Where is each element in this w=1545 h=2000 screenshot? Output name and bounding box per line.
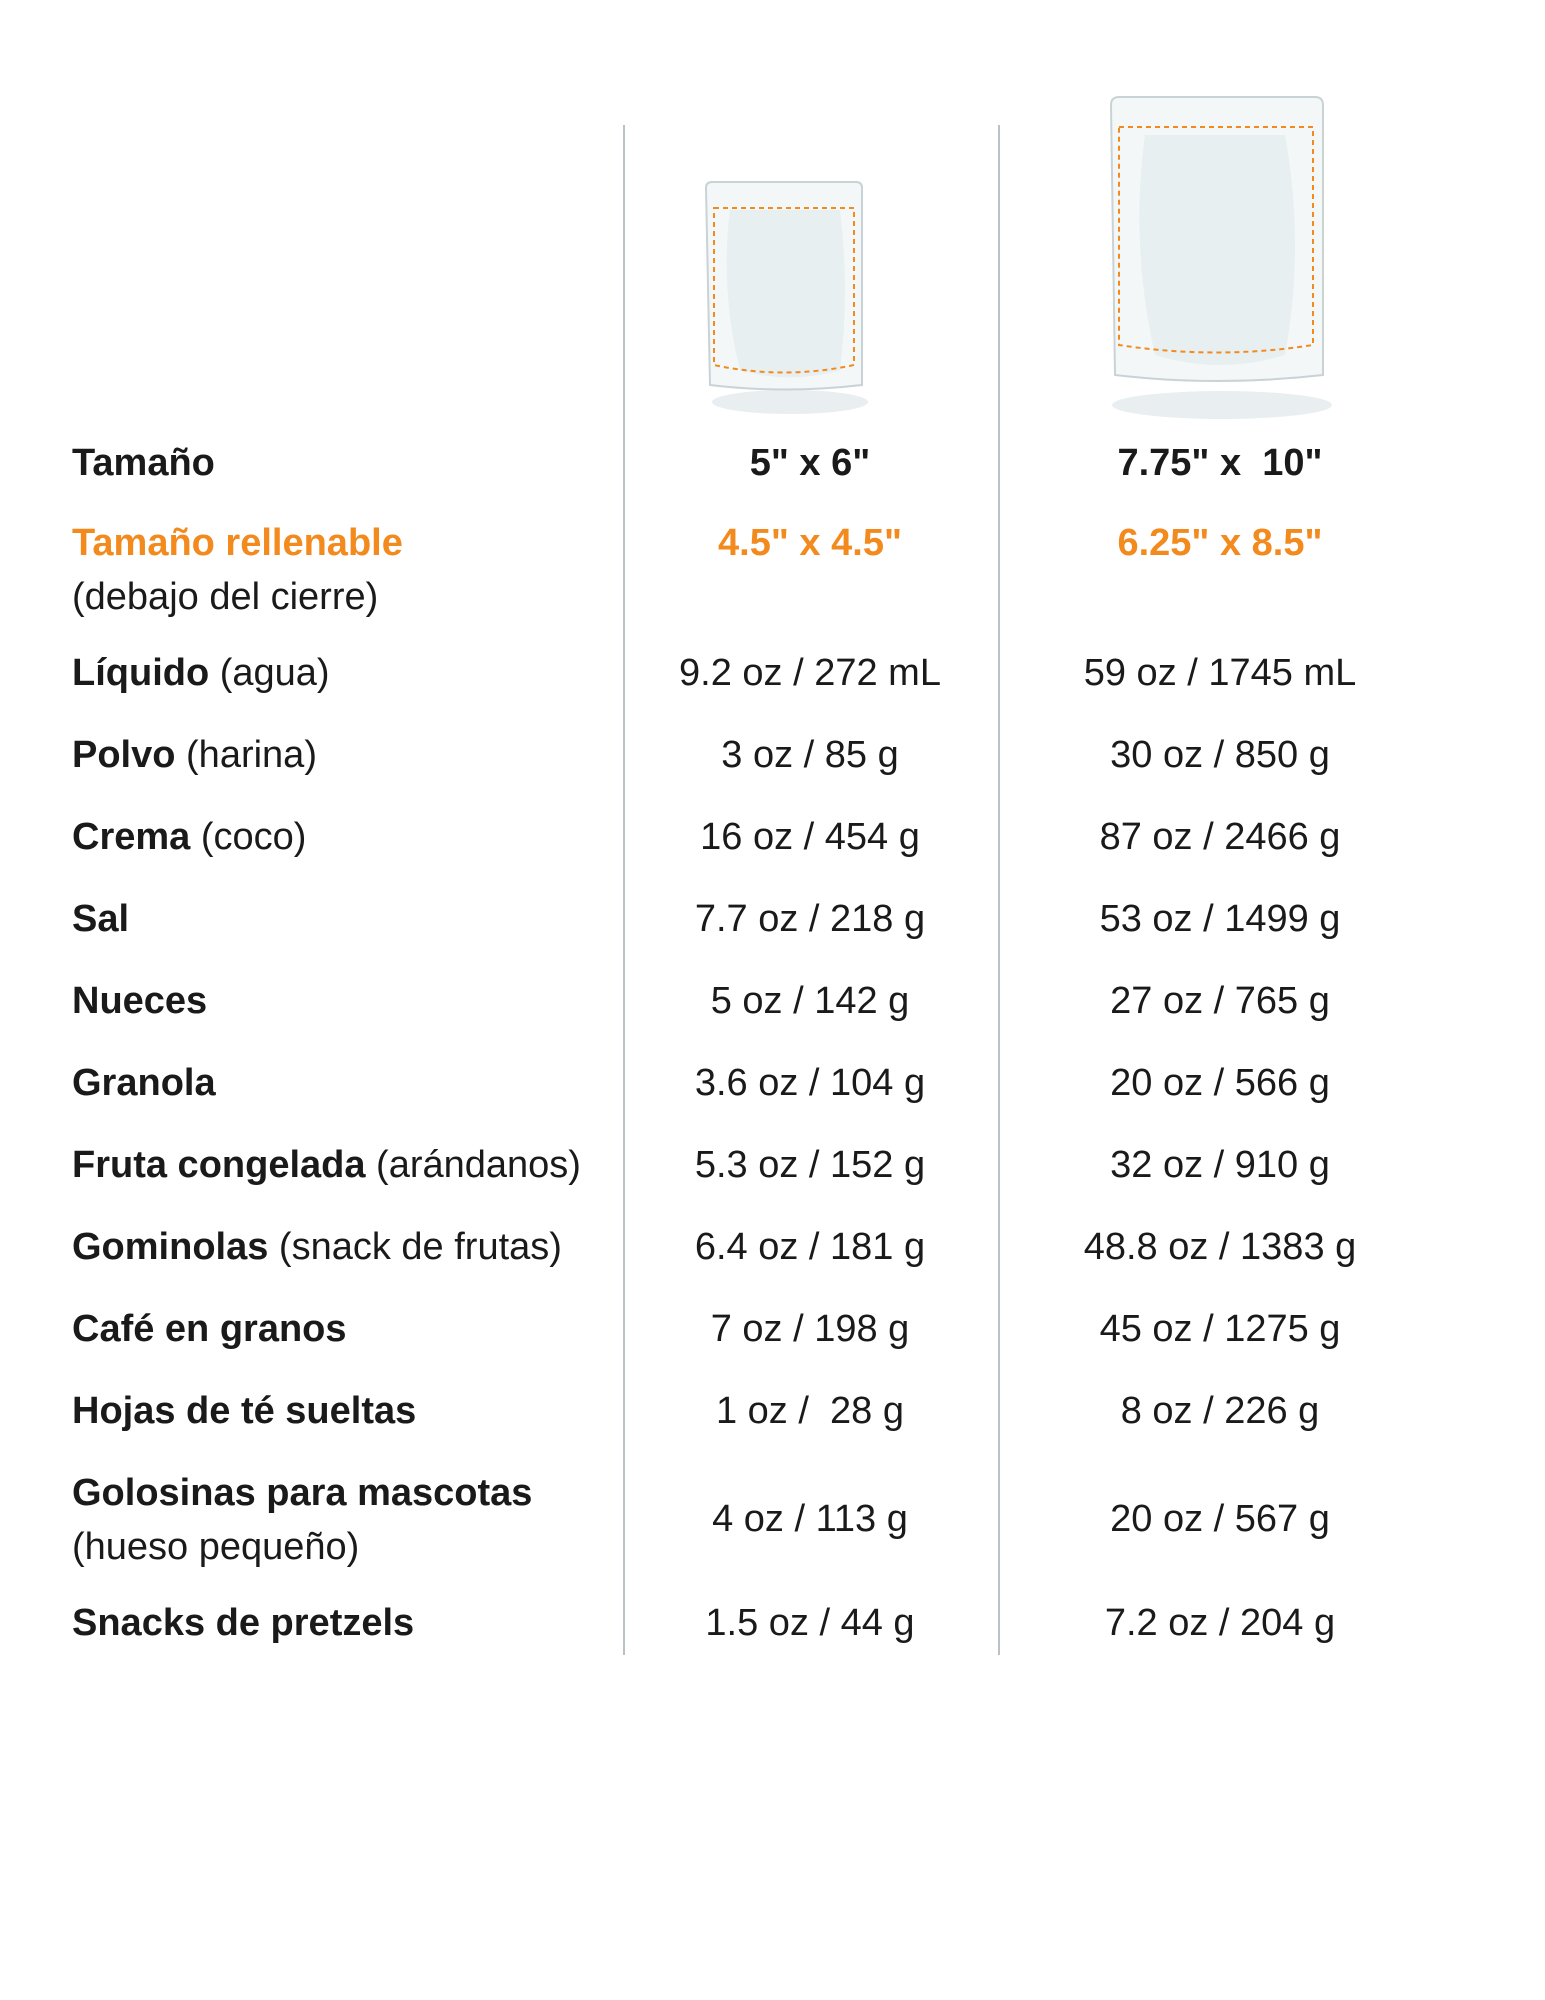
row-small-value: 6.4 oz / 181 g [694,1226,926,1268]
row-small-value: 9.2 oz / 272 mL [679,652,941,694]
row-label [72,810,306,864]
row-label-main: Sal [72,898,130,940]
size-label: Tamaño [72,442,215,484]
row-large-value: 48.8 oz / 1383 g [1083,1226,1357,1268]
row-label-main: Hojas de té sueltas [72,1390,417,1432]
row-small-value: 1 oz / 28 g [715,1390,904,1432]
row-large-value: 30 oz / 850 g [1110,734,1330,776]
fillable-size-title: Tamaño rellenable [72,522,403,564]
pouch-small-icon [700,180,880,420]
row-large-value: 20 oz / 566 g [1110,1062,1330,1104]
pouch-large-icon [1105,95,1335,425]
fillable-size-large: 6.25" x 8.5" [1117,522,1323,564]
row-small-value: 5.3 oz / 152 g [694,1144,926,1186]
row-large-value: 32 oz / 910 g [1110,1144,1330,1186]
row-label [72,892,129,946]
row-label-main: Golosinas para mascotas [72,1472,533,1514]
row-label-note: (snack de frutas) [268,1226,562,1268]
row-label-main: Fruta congelada [72,1144,366,1186]
row-small-value: 16 oz / 454 g [700,816,920,858]
row-label-note: (hueso pequeño) [72,1526,360,1568]
row-small-value: 1.5 oz / 44 g [705,1602,915,1644]
row-large-value: 27 oz / 765 g [1110,980,1330,1022]
row-label-main: Granola [72,1062,216,1104]
row-label [72,974,207,1028]
fillable-size-label [72,516,403,624]
size-large: 7.75" x 10" [1117,442,1323,484]
row-small-value: 4 oz / 113 g [712,1498,908,1540]
row-label-note: (agua) [209,652,330,694]
row-large-value: 53 oz / 1499 g [1099,898,1341,940]
row-label [72,1384,416,1438]
row-label [72,1466,532,1574]
fillable-size-note: (debajo del cierre) [72,576,379,618]
row-label [72,1302,347,1356]
fillable-size-small: 4.5" x 4.5" [718,522,902,564]
row-large-value: 45 oz / 1275 g [1099,1308,1341,1350]
row-label-main: Snacks de pretzels [72,1602,415,1644]
row-label [72,1220,562,1274]
size-small: 5" x 6" [749,442,871,484]
row-label-note: (arándanos) [365,1144,581,1186]
row-label-main: Gominolas [72,1226,269,1268]
row-label [72,728,317,782]
row-label-main: Líquido [72,652,210,694]
row-label-main: Nueces [72,980,208,1022]
row-label-note: (coco) [190,816,307,858]
row-label-main: Crema [72,816,191,858]
row-small-value: 5 oz / 142 g [710,980,910,1022]
row-large-value: 59 oz / 1745 mL [1083,652,1357,694]
row-label [72,1596,414,1650]
row-large-value: 7.2 oz / 204 g [1104,1602,1336,1644]
row-small-value: 7.7 oz / 218 g [694,898,926,940]
row-small-value: 3.6 oz / 104 g [694,1062,926,1104]
row-label [72,646,330,700]
row-label [72,1056,216,1110]
row-label-main: Polvo [72,734,176,776]
row-large-value: 20 oz / 567 g [1110,1498,1330,1540]
row-label-main: Café en granos [72,1308,347,1350]
row-label [72,1138,581,1192]
row-label-note: (harina) [175,734,317,776]
row-small-value: 3 oz / 85 g [721,734,899,776]
row-large-value: 8 oz / 226 g [1120,1390,1320,1432]
row-small-value: 7 oz / 198 g [710,1308,910,1350]
row-large-value: 87 oz / 2466 g [1099,816,1341,858]
